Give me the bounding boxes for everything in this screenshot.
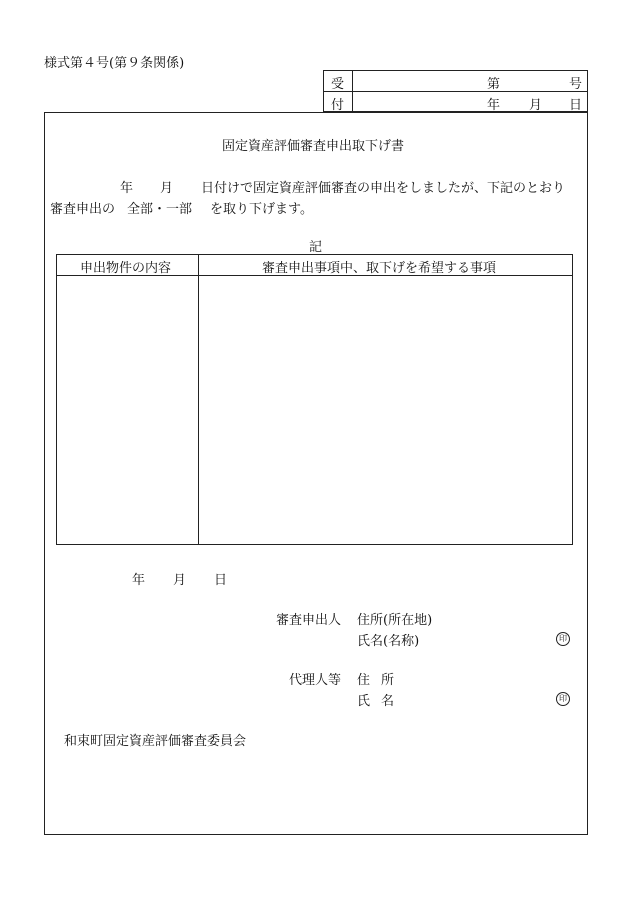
reception-label-bottom: 付 (331, 98, 345, 113)
body-choice: 全部・一部 (127, 202, 193, 217)
applicant-address-label: 住所(所在地) (357, 613, 433, 628)
table-cell-property[interactable] (57, 276, 197, 544)
applicant-label: 審査申出人 (276, 613, 342, 628)
applicant-seal-icon: 印 (556, 632, 570, 646)
addressee: 和束町固定資産評価審査委員会 (64, 734, 247, 749)
applicant-name-label: 氏名(名称) (357, 634, 420, 649)
reception-label-top: 受 (331, 77, 345, 92)
agent-address-1: 住 (357, 673, 371, 688)
form-number: 様式第４号(第９条関係) (44, 56, 185, 71)
reception-date-month: 月 (529, 98, 543, 113)
body-line2-b: を取り下げます。 (210, 202, 313, 217)
reception-number-suffix: 号 (569, 77, 583, 92)
agent-name-2: 名 (381, 694, 395, 709)
sign-date-month: 月 (173, 573, 187, 588)
agent-seal-icon: 印 (556, 692, 570, 706)
reception-date-day: 日 (569, 98, 583, 113)
table-cell-items[interactable] (199, 276, 572, 544)
agent-name-1: 氏 (357, 694, 371, 709)
reception-number-prefix: 第 (487, 77, 501, 92)
table-header-property: 申出物件の内容 (80, 261, 172, 276)
body-line2-a: 審査申出の (50, 202, 116, 217)
reception-midline (323, 91, 588, 92)
sign-date-day: 日 (214, 573, 228, 588)
ki-label: 記 (309, 240, 323, 255)
sign-date-year: 年 (132, 573, 146, 588)
agent-address-2: 所 (381, 673, 395, 688)
reception-date-year: 年 (487, 98, 501, 113)
table-header-items: 審査申出事項中、取下げを希望する事項 (262, 261, 497, 276)
body-month: 月 (160, 181, 174, 196)
document-title: 固定資産評価審査申出取下げ書 (222, 139, 405, 154)
body-line1: 日付けで固定資産評価審査の申出をしましたが、下記のとおり (201, 181, 566, 196)
body-year: 年 (120, 181, 134, 196)
agent-label: 代理人等 (289, 673, 342, 688)
